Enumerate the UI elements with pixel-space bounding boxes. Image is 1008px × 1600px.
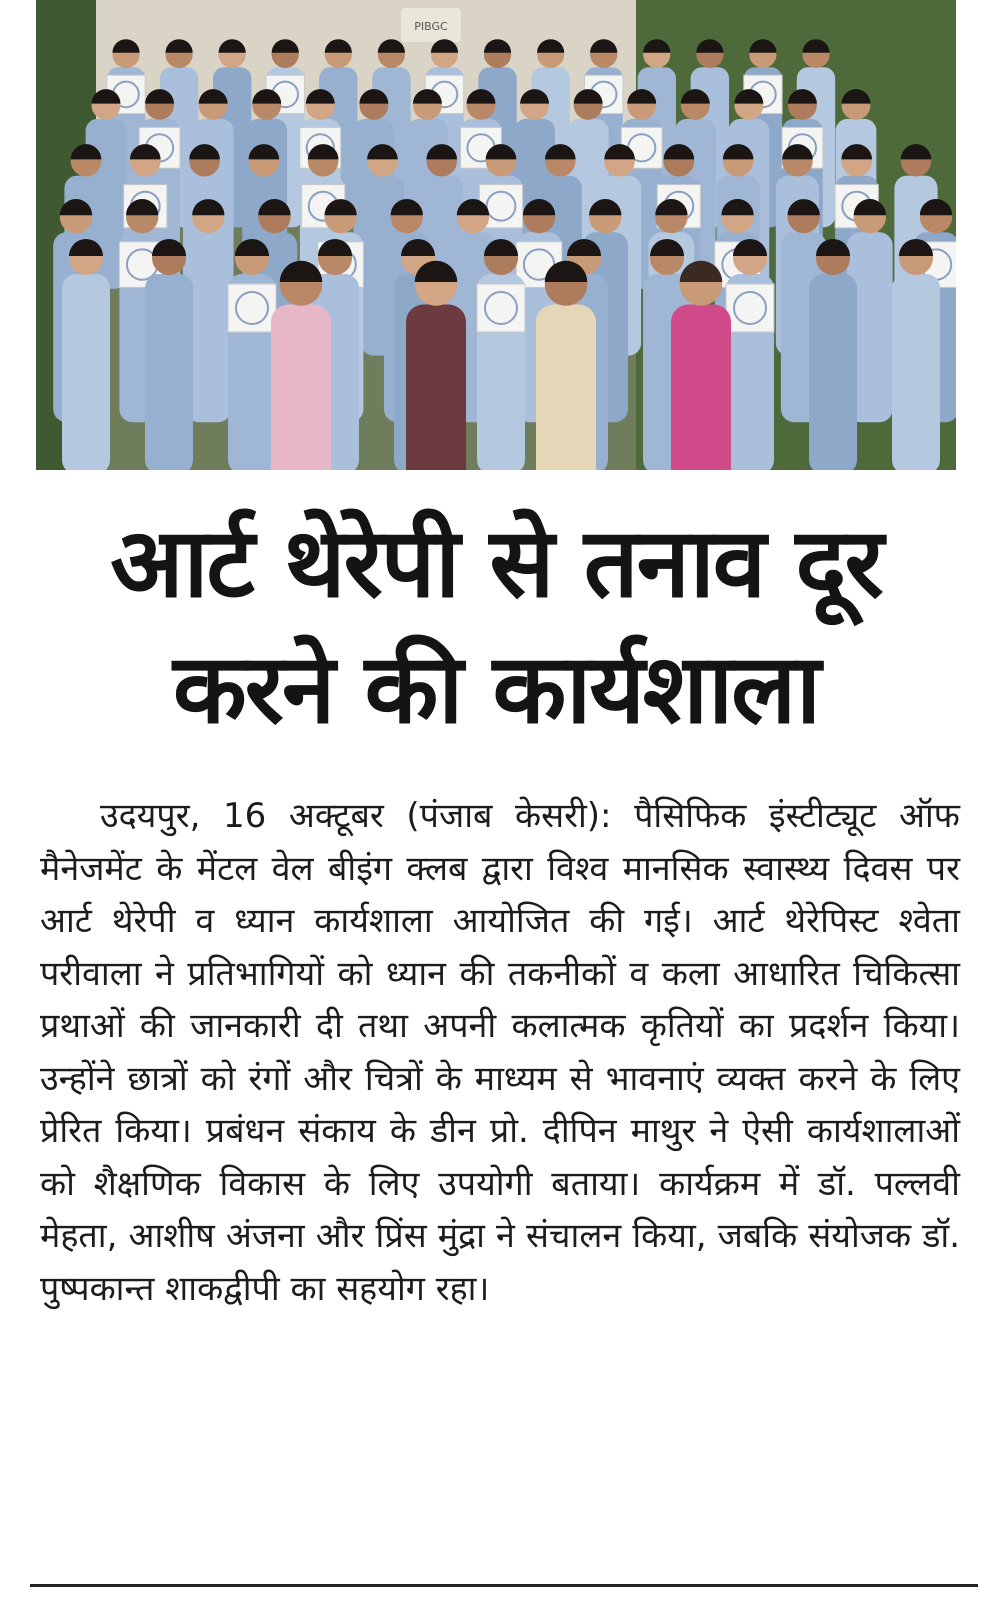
headline-line-1: आर्ट थेरेपी से तनाव दूर bbox=[110, 507, 882, 619]
group-photo-illustration bbox=[36, 0, 956, 470]
headline-line-2: करने की कार्यशाला bbox=[172, 633, 820, 745]
dateline: उदयपुर, 16 अक्टूबर (पंजाब केसरी): bbox=[100, 796, 612, 836]
article-text: पैसिफिक इंस्टीट्यूट ऑफ मैनेजमेंट के मेंटल वेल बीइंग क्लब द्वारा विश्व मानसिक स्वास्थ्य दिवस पर आर्ट थेरेपी व ध्यान कार्यशाला आयोजित की गई। आर्ट थेरेपिस्ट श्वेता परीवाला ने प्रतिभागियों को ध्यान की तकनीकों व कला आधारित चिकित्सा प्रथाओं की जानकारी दी तथा अपनी कलात्मक कृतियों का प्रदर्शन किया। उन्होंने छात्रों को रंगों और चित्रों के माध्यम से भावनाएं व्यक्त करने के लिए प्रेरित किया। प्रबंधन संकाय के डीन प्रो. दीपिन माथुर ने ऐसी कार्यशालाओं को शैक्षणिक विकास के लिए उपयोगी बताया। कार्यक्रम में डॉ. पल्लवी मेहता, आशीष अंजना और प्रिंस मुंद्रा ने संचालन किया, जबकि संयोजक डॉ. पुष्पकान्त शाकद्वीपी का सहयोग रहा। bbox=[40, 796, 960, 1309]
group-photo bbox=[36, 0, 956, 470]
article-body bbox=[40, 790, 960, 1315]
bottom-rule bbox=[30, 1584, 978, 1587]
crowd-of-students bbox=[53, 39, 956, 470]
building-sign-text: PIBGC bbox=[414, 20, 448, 33]
headline bbox=[36, 500, 956, 752]
